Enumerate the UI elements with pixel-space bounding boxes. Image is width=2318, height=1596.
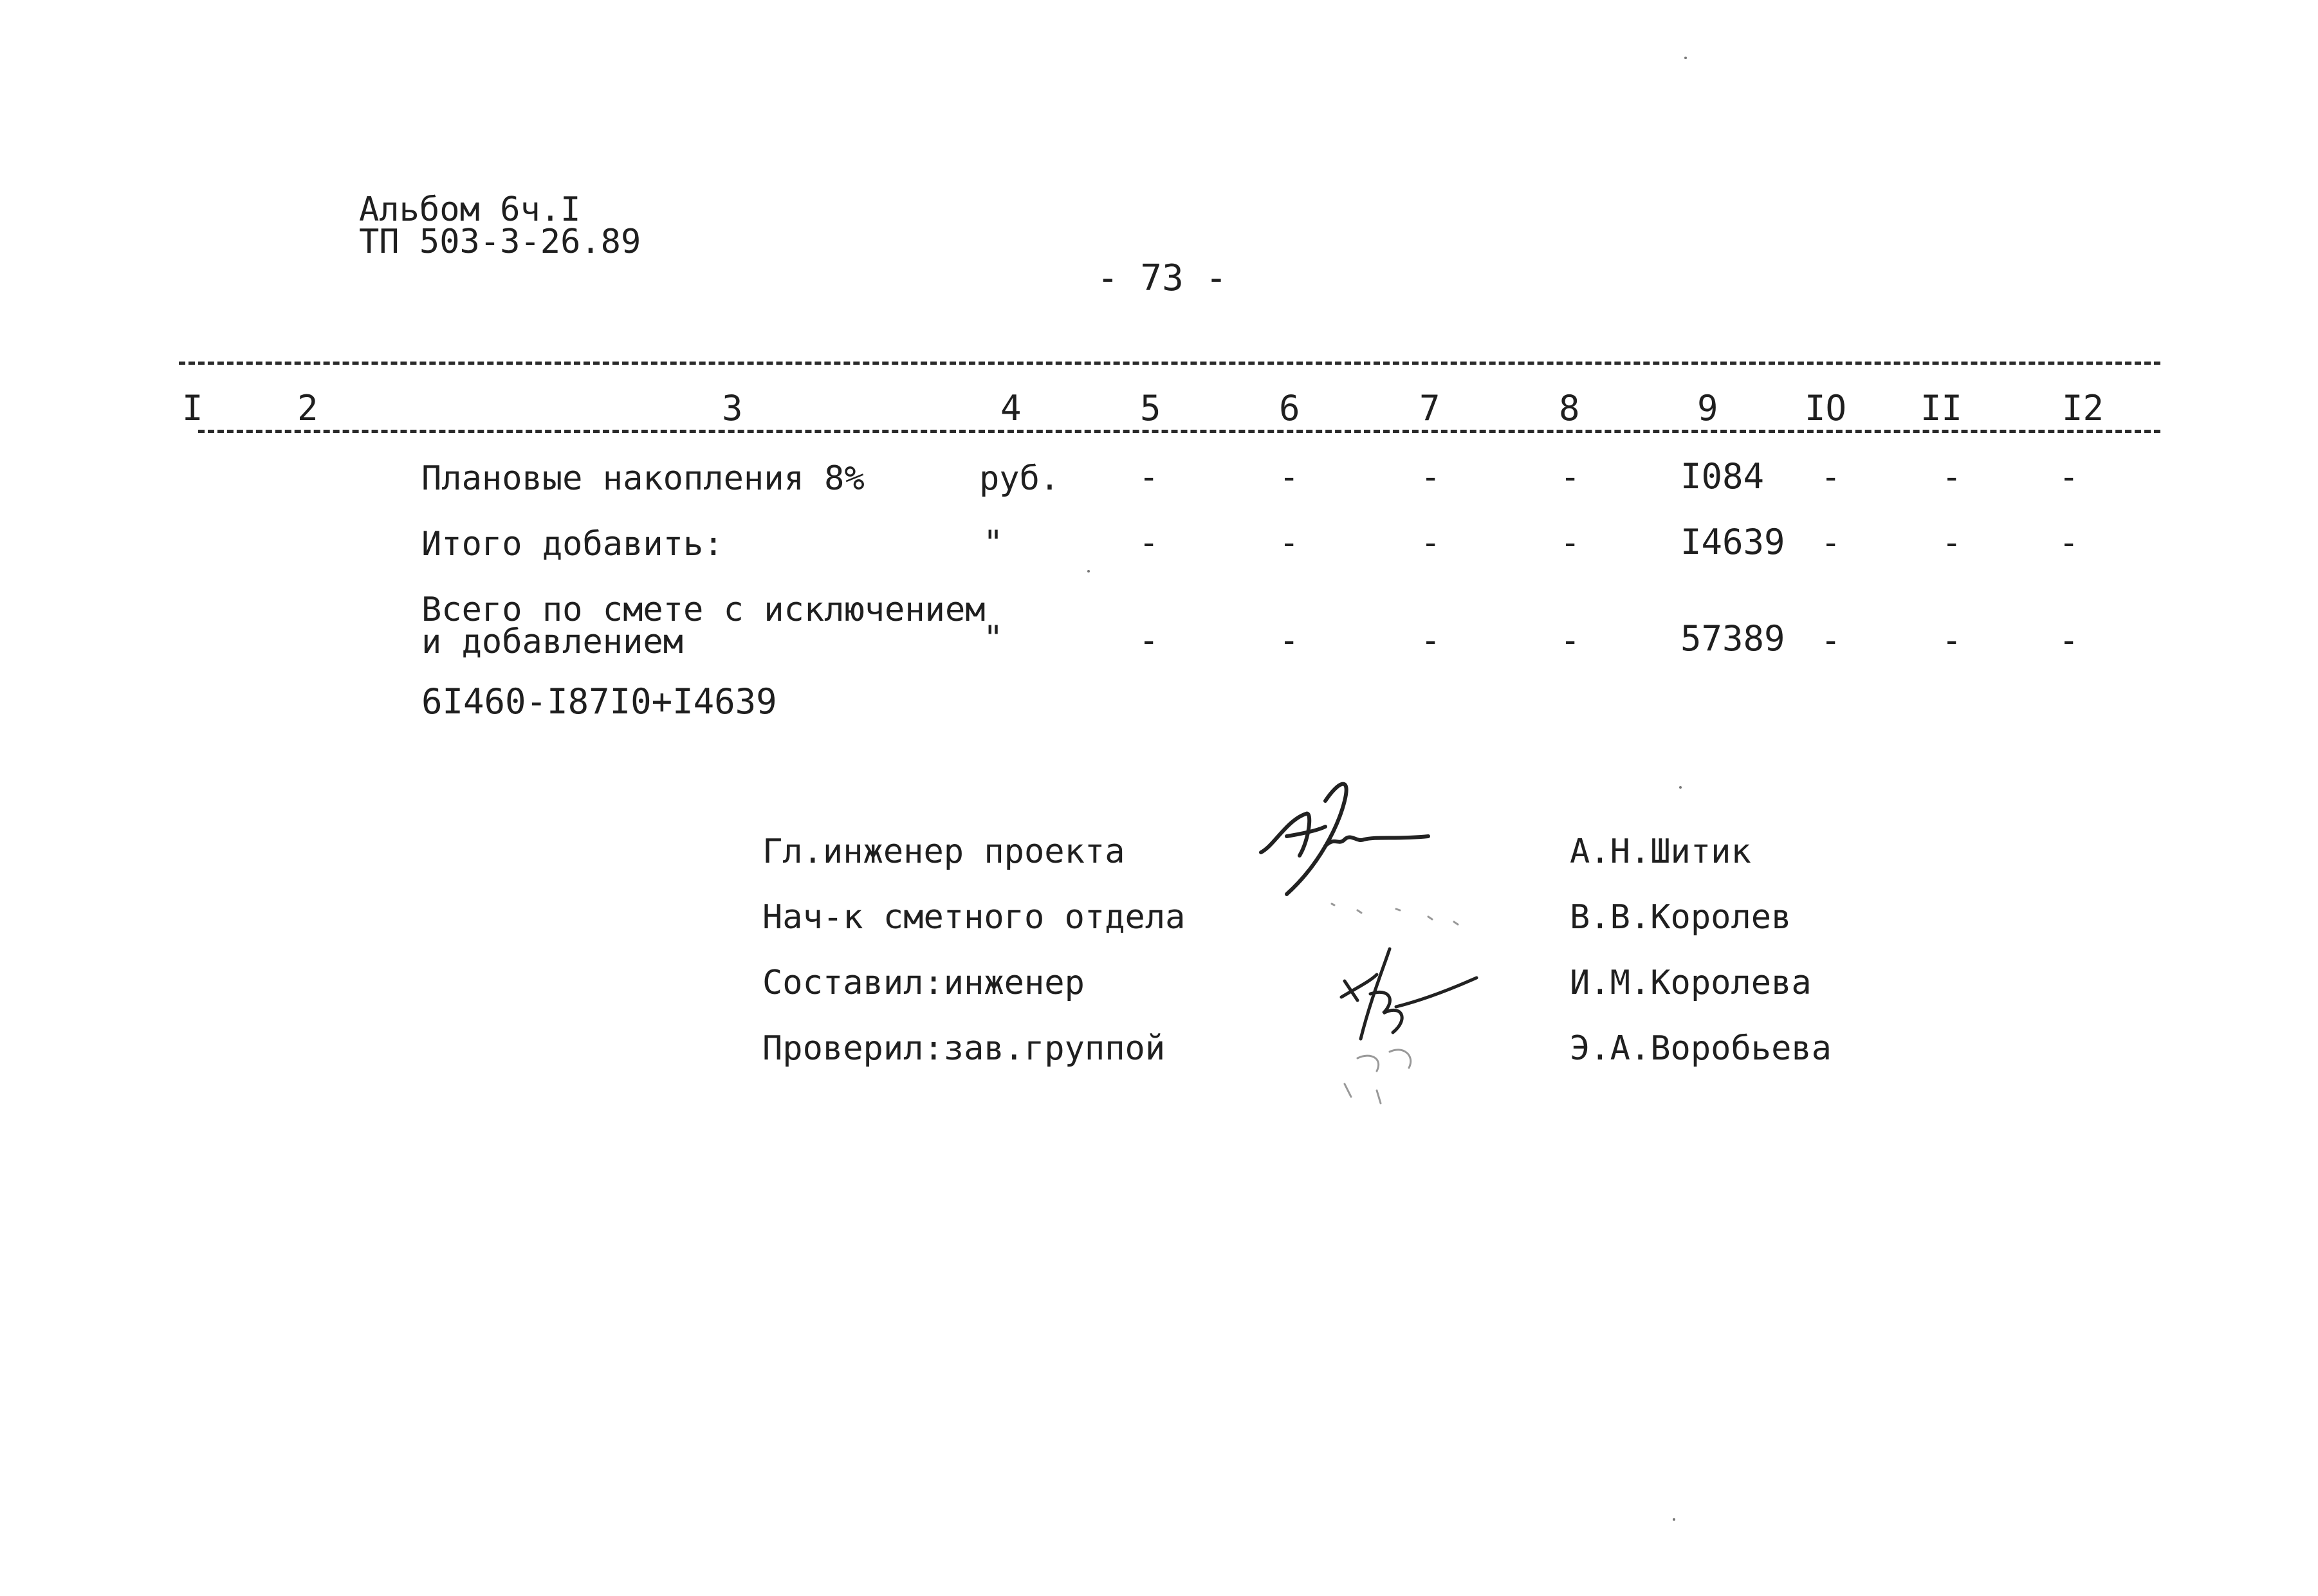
row-1-unit: руб. xyxy=(979,459,1060,498)
row-1-name: Плановые накопления 8% xyxy=(421,459,865,498)
column-number-6: 6 xyxy=(1279,388,1300,428)
row-2-col-10: - xyxy=(1821,524,1841,562)
column-number-5: 5 xyxy=(1140,388,1161,428)
role-checked-by: Проверил:зав.группой xyxy=(762,1029,1166,1068)
name-vorobeva: Э.А.Воробьева xyxy=(1570,1029,1832,1068)
row-3-col-6: - xyxy=(1279,621,1300,660)
column-number-10: IO xyxy=(1805,388,1847,428)
scan-speck xyxy=(1684,57,1687,59)
scan-speck xyxy=(1087,570,1090,573)
row-2-col-9: I4639 xyxy=(1680,522,1785,562)
project-code: ТП 503-3-26.89 xyxy=(359,223,641,261)
row-3-col-7: - xyxy=(1421,621,1441,660)
name-korolev: В.В.Королев xyxy=(1570,898,1792,937)
role-chief-engineer: Гл.инженер проекта xyxy=(762,832,1125,871)
table-header-rule xyxy=(198,430,2160,433)
formula: 6I460-I87I0+I4639 xyxy=(421,681,777,722)
row-1-col-6: - xyxy=(1279,458,1300,497)
row-1-col-12: - xyxy=(2059,458,2079,497)
row-3-col-8: - xyxy=(1560,621,1581,660)
column-number-4: 4 xyxy=(1000,388,1022,428)
row-3-unit: " xyxy=(983,619,1004,657)
row-1-col-9: I084 xyxy=(1680,456,1765,497)
row-3-col-12: - xyxy=(2059,621,2079,660)
album-label: Альбом 6ч.I xyxy=(359,190,581,229)
name-koroleva: И.М.Королева xyxy=(1570,964,1812,1002)
row-2-unit: " xyxy=(983,524,1004,562)
column-number-12: I2 xyxy=(2062,388,2104,428)
row-3-col-10: - xyxy=(1821,621,1841,660)
row-1-col-8: - xyxy=(1560,458,1581,497)
row-2-col-5: - xyxy=(1139,524,1159,562)
row-1-col-5: - xyxy=(1139,458,1159,497)
column-number-11: II xyxy=(1920,388,1963,428)
role-head-estimate-dept: Нач-к сметного отдела xyxy=(762,898,1186,937)
row-2-col-12: - xyxy=(2059,524,2079,562)
column-number-1: I xyxy=(182,388,203,428)
name-shitik: А.Н.Шитик xyxy=(1570,832,1751,871)
row-3-name-line-1: Всего по смете с исключением xyxy=(421,591,986,629)
row-1-col-10: - xyxy=(1821,458,1841,497)
column-number-7: 7 xyxy=(1419,388,1440,428)
column-number-8: 8 xyxy=(1559,388,1580,428)
row-2-col-6: - xyxy=(1279,524,1300,562)
row-3-col-9: 57389 xyxy=(1680,618,1785,659)
row-3-col-11: - xyxy=(1942,621,1962,660)
column-number-3: 3 xyxy=(722,388,743,428)
faint-signature-marks xyxy=(1319,891,1499,1110)
row-2-name: Итого добавить: xyxy=(421,525,724,564)
column-number-9: 9 xyxy=(1697,388,1718,428)
column-number-2: 2 xyxy=(297,388,318,428)
row-3-name-line-2: и добавлением xyxy=(421,623,683,661)
row-2-col-11: - xyxy=(1942,524,1962,562)
role-compiled-by: Составил:инженер xyxy=(762,964,1085,1002)
row-2-col-7: - xyxy=(1421,524,1441,562)
handwritten-signature-1 xyxy=(1248,775,1441,904)
row-2-col-8: - xyxy=(1560,524,1581,562)
scan-speck xyxy=(1679,786,1682,789)
scan-speck xyxy=(1673,1518,1675,1521)
row-3-col-5: - xyxy=(1139,621,1159,660)
page-number: - 73 - xyxy=(1097,257,1228,299)
table-top-rule xyxy=(179,362,2160,365)
row-1-col-7: - xyxy=(1421,458,1441,497)
row-1-col-11: - xyxy=(1942,458,1962,497)
